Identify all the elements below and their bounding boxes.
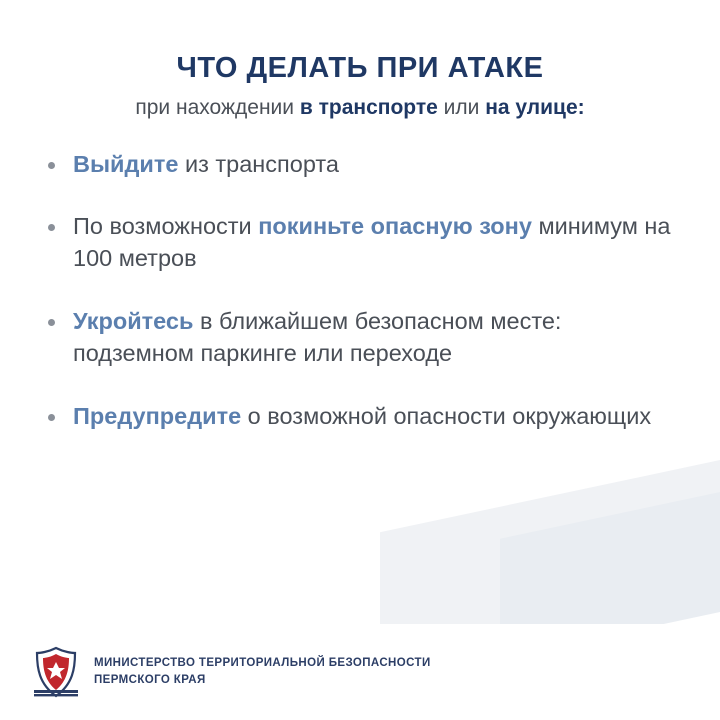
item-highlight: Укройтесь — [73, 307, 194, 334]
list-item-text — [73, 210, 680, 275]
footer — [0, 624, 720, 720]
item-highlight: Предупредите — [73, 402, 242, 429]
bullet-dot-icon — [48, 414, 55, 421]
list-item — [42, 305, 680, 370]
item-rest: из транспорта — [178, 150, 339, 177]
list-item — [42, 210, 680, 275]
item-rest: минимум на 100 метров — [73, 213, 671, 272]
item-lead: По возможности — [73, 213, 259, 240]
subtitle-bold-transport: в транспорте — [299, 96, 438, 120]
footer-line-1: МИНИСТЕРСТВО ТЕРРИТОРИАЛЬНОЙ БЕЗОПАСНОСТИ — [94, 657, 431, 670]
coat-of-arms-icon — [34, 646, 78, 698]
item-highlight: покиньте опасную зону — [258, 213, 532, 240]
bullet-dot-icon — [48, 224, 55, 231]
subtitle-bold-street: на улице: — [485, 96, 585, 120]
footer-line-2: ПЕРМСКОГО КРАЯ — [94, 674, 206, 686]
page-title: ЧТО ДЕЛАТЬ ПРИ АТАКЕ — [176, 52, 544, 84]
subtitle-prefix: при нахождении — [135, 96, 300, 120]
list-item-text — [73, 400, 651, 432]
subtitle-middle: или — [437, 96, 486, 120]
bullet-dot-icon — [48, 162, 55, 169]
page-subtitle — [34, 95, 686, 121]
footer-organization — [94, 655, 431, 688]
item-rest: о возможной опасности окружающих — [241, 402, 652, 429]
item-highlight: Выйдите — [73, 150, 179, 177]
list-item — [42, 400, 680, 432]
list-item-text — [73, 148, 339, 180]
instruction-list — [34, 148, 686, 433]
list-item-text — [73, 305, 680, 370]
list-item — [42, 148, 680, 180]
bullet-dot-icon — [48, 319, 55, 326]
item-rest: в ближайшем безопасном месте: подземном паркинге или переходе — [73, 307, 562, 367]
